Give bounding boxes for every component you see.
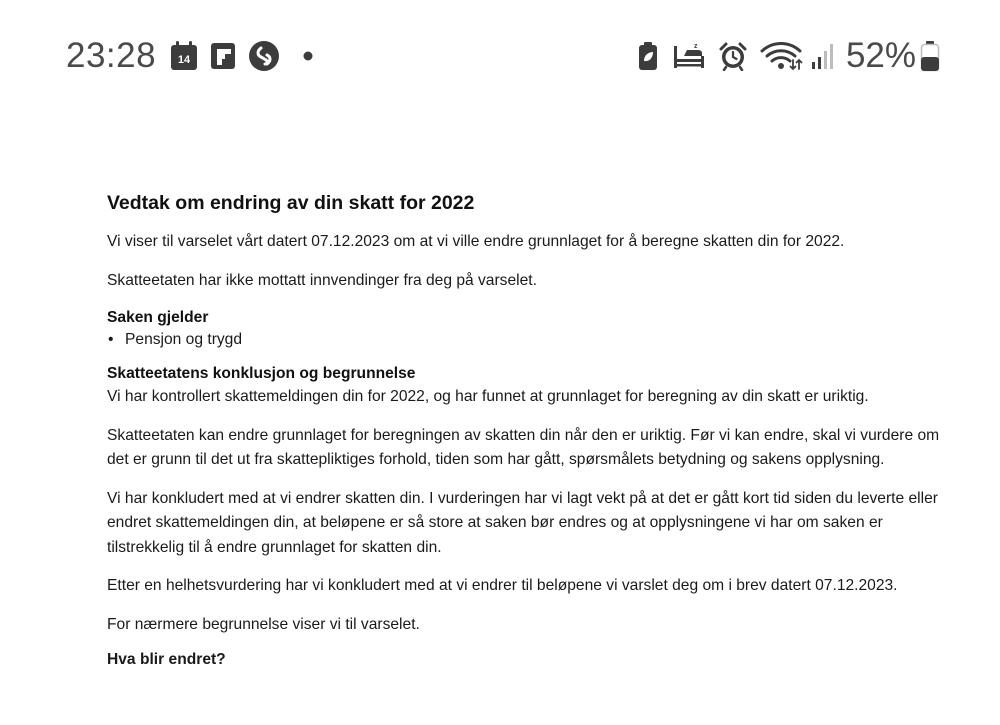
signal-icon bbox=[810, 42, 836, 70]
bedtime-mode-icon bbox=[672, 42, 706, 70]
conclusion-paragraph-4: Etter en helhetsvurdering har vi konkludert med at vi endrer til beløpene vi varslet deg om i brev datert 07.12.2023. bbox=[107, 577, 898, 594]
battery-saver-icon bbox=[638, 41, 658, 71]
alarm-icon bbox=[718, 41, 748, 71]
conclusion-paragraph-2: Skatteetaten kan endre grunnlaget for beregningen av skatten din når den er uriktig. Før vi kan endre, skal vi vurdere om det er grunn til det ut fra skattepliktiges forhold, tiden som har gått, spørsmålets betydning og sakens opplysning. bbox=[107, 426, 940, 468]
battery-icon bbox=[920, 40, 940, 72]
wifi-icon bbox=[760, 41, 804, 71]
case-list bbox=[107, 329, 957, 351]
what-changes-heading: Hva blir endret? bbox=[107, 651, 226, 668]
case-heading: Saken gjelder bbox=[107, 309, 209, 326]
intro-paragraph-notice: Vi viser til varselet vårt datert 07.12.2023 om at vi ville endre grunnlaget for å beregne skatten din for 2022. bbox=[107, 233, 845, 250]
conclusion-paragraph-3: Vi har konkludert med at vi endrer skatten din. I vurderingen har vi lagt vekt på at det er gått kort tid siden du leverte eller endret skattemeldingen din, at beløpene er så store at saken bør endres og at opplysningene vi har om saken er tilstrekkelig til å endre grunnlaget for skatten din. bbox=[107, 489, 938, 556]
calendar-day: 14 bbox=[177, 54, 191, 66]
conclusion-paragraph-1: Vi har kontrollert skattemeldingen din for 2022, og har funnet at grunnlaget for beregning av din skatt er uriktig. bbox=[107, 388, 869, 405]
document-title: Vedtak om endring av din skatt for 2022 bbox=[107, 192, 475, 214]
flipboard-icon bbox=[210, 41, 236, 71]
status-clock: 23:28 bbox=[66, 36, 157, 75]
shazam-icon bbox=[248, 40, 280, 72]
status-bar-left bbox=[66, 28, 314, 84]
intro-paragraph-no-objections: Skatteetaten har ikke mottatt innvendinger fra deg på varselet. bbox=[107, 271, 537, 289]
conclusion-heading: Skatteetatens konklusjon og begrunnelse bbox=[107, 365, 416, 382]
case-list-item: • Pensjon og trygd bbox=[107, 329, 957, 351]
calendar-icon bbox=[170, 41, 198, 71]
status-bar bbox=[0, 28, 1000, 84]
svg-text:z: z bbox=[693, 43, 698, 50]
tax-decision-document bbox=[107, 190, 957, 671]
more-notifications-dot-icon bbox=[302, 50, 314, 62]
conclusion-paragraph-5: For nærmere begrunnelse viser vi til varselet. bbox=[107, 615, 420, 633]
battery-percent: 52% bbox=[845, 36, 916, 75]
status-bar-right bbox=[638, 28, 940, 84]
